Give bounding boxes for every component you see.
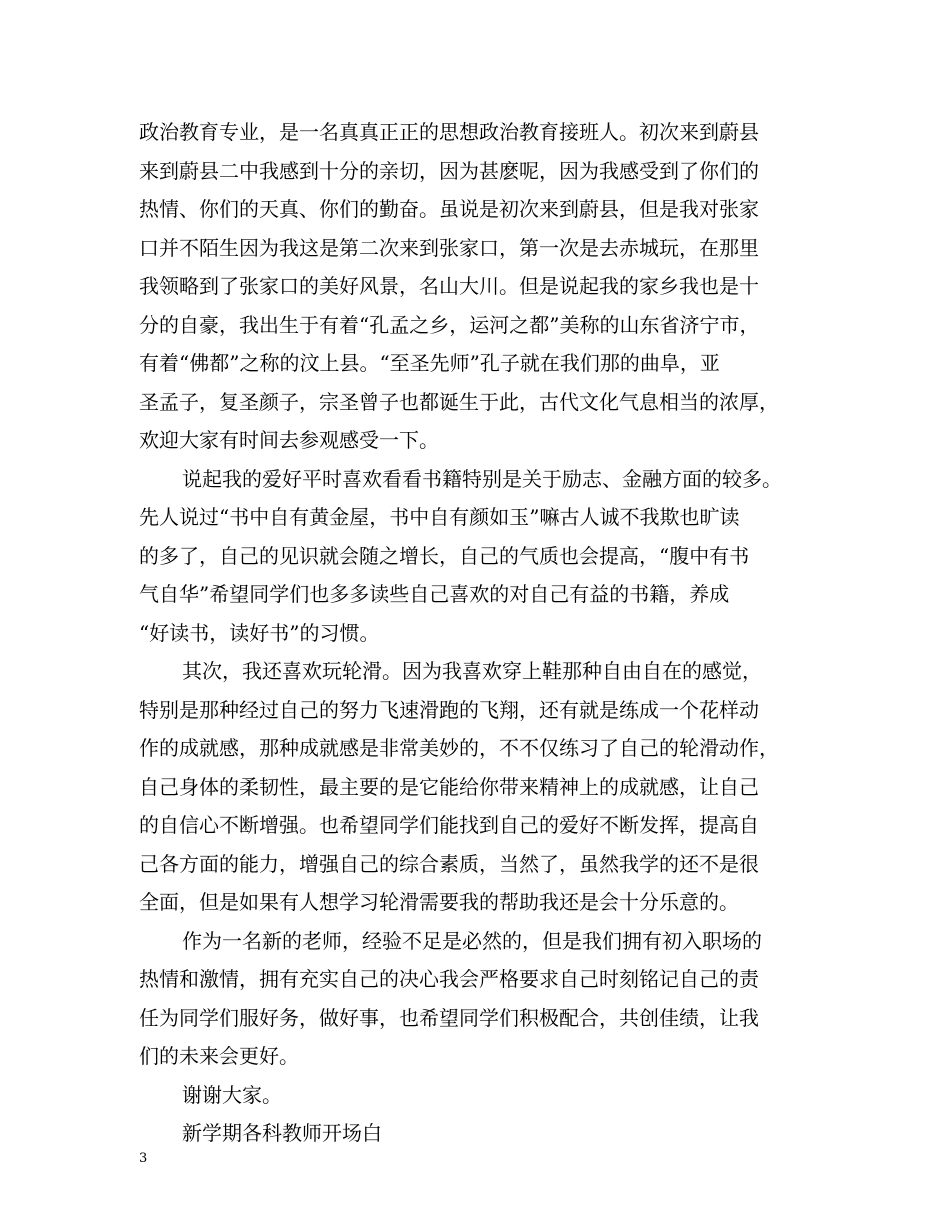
text-line: 自己身体的柔韧性，最主要的是它能给你带来精神上的成就感，让自己 <box>139 774 759 799</box>
text-line: 的多了，自己的见识就会随之增长，自己的气质也会提高，“腹中有书 <box>139 543 750 568</box>
text-line: 说起我的爱好平时喜欢看看书籍特别是关于励志、金融方面的较多。 <box>182 466 782 491</box>
page-number: 3 <box>139 1151 148 1166</box>
text-line: 政治教育专业，是一名真真正正的思想政治教育接班人。初次来到蔚县 <box>139 120 759 144</box>
text-line: 来到蔚县二中我感到十分的亲切，因为甚麽呢，因为我感受到了你们的 <box>139 158 759 183</box>
text-line: 其次，我还喜欢玩轮滑。因为我喜欢穿上鞋那种自由自在的感觉， <box>182 659 762 683</box>
text-line: 我领略到了张家口的美好风景，名山大川。但是说起我的家乡我也是十 <box>139 274 759 298</box>
text-line: 谢谢大家。 <box>182 1082 282 1107</box>
text-line: 热情和激情，拥有充实自己的决心我会严格要求自己时刻铭记自己的责 <box>139 967 759 991</box>
text-line: 圣孟子，复圣颜子，宗圣曾子也都诞生于此，古代文化气息相当的浓厚， <box>139 389 779 414</box>
text-line: 口并不陌生因为我这是第二次来到张家口，第一次是去赤城玩，在那里 <box>139 235 759 260</box>
text-line: 们的未来会更好。 <box>139 1044 299 1068</box>
text-line: 全面，但是如果有人想学习轮滑需要我的帮助我还是会十分乐意的。 <box>139 890 739 914</box>
text-line: 热情、你们的天真、你们的勤奋。虽说是初次来到蔚县，但是我对张家 <box>139 197 759 221</box>
text-line: 作的成就感，那种成就感是非常美妙的，不不仅练习了自己的轮滑动作， <box>139 736 779 760</box>
text-line: 任为同学们服好务，做好事，也希望同学们积极配合，共创佳绩，让我 <box>139 1005 759 1030</box>
text-line: 特别是那种经过自己的努力飞速滑跑的飞翔，还有就是练成一个花样动 <box>139 697 759 722</box>
text-line: 分的自豪，我出生于有着“孔孟之乡，运河之都”美称的山东省济宁市， <box>139 312 760 337</box>
text-line: 先人说过“书中自有黄金屋，书中自有颜如玉”嘛古人诚不我欺也旷读 <box>139 505 740 529</box>
text-line: “好读书，读好书”的习惯。 <box>139 620 380 645</box>
text-line: 己各方面的能力，增强自己的综合素质，当然了，虽然我学的还不是很 <box>139 851 759 876</box>
body-text <box>139 113 829 1153</box>
text-line: 的自信心不断增强。也希望同学们能找到自己的爱好不断发挥，提高自 <box>139 813 759 837</box>
text-line: 气自华”希望同学们也多多读些自己喜欢的对自己有益的书籍，养成 <box>139 582 730 606</box>
text-line: 作为一名新的老师，经验不足是必然的，但是我们拥有初入职场的 <box>182 928 762 953</box>
text-line: 有着“佛都”之称的汶上县。“至圣先师”孔子就在我们那的曲阜，亚 <box>139 351 720 375</box>
text-line: 欢迎大家有时间去参观感受一下。 <box>139 428 439 452</box>
text-line: 新学期各科教师开场白 <box>182 1121 382 1145</box>
